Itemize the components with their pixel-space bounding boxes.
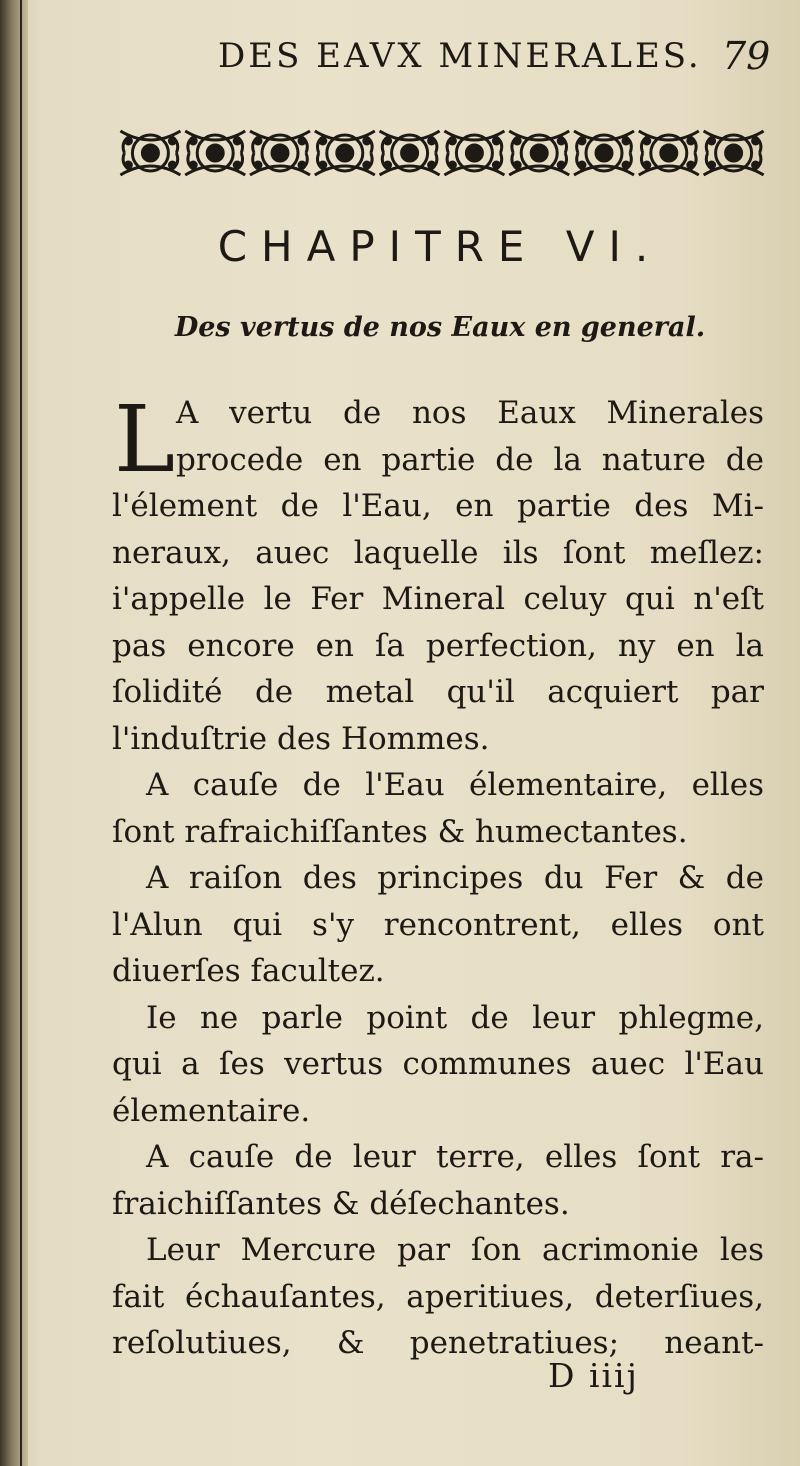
gutter-rule [20,0,22,1466]
body-text [112,386,764,1367]
chapter-title: CHAPITRE VI. [217,222,663,271]
fleuron-ornament [444,131,504,175]
text-line: ſolidité de metal qu'il acquiert par [112,674,764,710]
text-line: l'Alun qui s'y rencontrent, elles ont [112,906,764,943]
fleuron-ornament [704,131,764,175]
text-line: A vertu de nos Eaux Minerales [176,395,764,431]
fleuron-ornament [250,131,310,175]
fleuron-ornament [315,131,375,175]
text-line: A raiſon des principes du Fer & de [146,860,764,896]
ornament-band [118,118,766,188]
running-head: DES EAVX MINERALES. [218,36,702,76]
text-line: i'appelle le Fer Mineral celuy qui n'eſt [112,581,764,617]
fleuron-ornament [639,131,699,175]
chapter-subtitle: Des vertus de nos Eaux en general. [174,312,706,343]
fleuron-ornament [380,131,440,175]
fleuron-ornament [185,131,245,175]
text-line: Ie ne parle point de leur phlegme, [146,999,764,1036]
text-line: procede en partie de la nature de [176,441,764,478]
text-line: neraux, auec laquelle ils ſont meſlez: [112,534,764,571]
text-line: pas encore en ſa perfection, ny en la [112,627,764,664]
text-line: ſont rafraichiſſantes & humectantes. [112,813,688,850]
text-line: fait échauſantes, aperitiues, deterſiues, [112,1278,764,1315]
fleuron-ornament [509,131,569,175]
book-gutter [0,0,28,1466]
text-line: A cauſe de leur terre, elles ſont ra- [146,1139,764,1175]
drop-cap: L [114,386,176,493]
text-line: l'induſtrie des Hommes. [112,720,490,757]
text-line: reſolutiues, & penetratiues; neant- [112,1325,764,1361]
text-line: fraichiſſantes & déſechantes. [112,1185,570,1222]
text-line: élementaire. [112,1092,311,1129]
text-line: Leur Mercure par ſon acrimonie les [146,1232,764,1268]
fleuron-ornament [120,131,180,175]
text-line: qui a ſes vertus communes auec l'Eau [112,1046,764,1082]
text-line: A cauſe de l'Eau élementaire, elles [146,767,764,803]
page-number: 79 [722,34,771,78]
signature-mark: D iiij [548,1356,639,1395]
fleuron-ornament [574,131,634,175]
text-line: l'élement de l'Eau, en partie des Mi- [112,488,764,524]
text-line: diuerſes facultez. [112,953,385,989]
